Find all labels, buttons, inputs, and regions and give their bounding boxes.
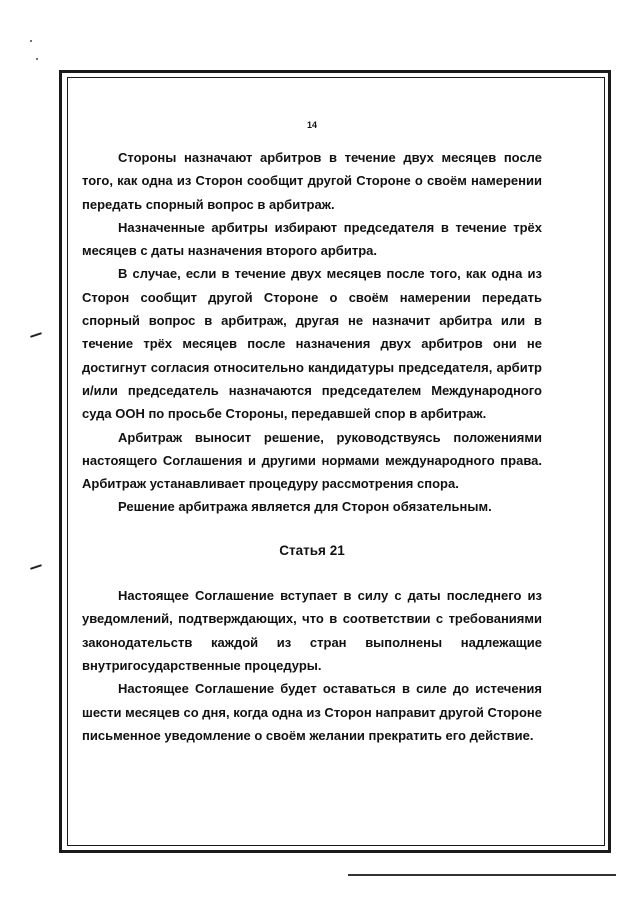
paragraph: Решение арбитража является для Сторон обязательным.: [118, 499, 492, 515]
scan-speck: [30, 40, 32, 42]
article-paragraph: Настоящее Соглашение вступает в силу с даты последнего из уведомлений, подтверждающих, что в соответствии с требованиями законодательств каждой из стран выполнены надлежащие внутригосударственные процедуры.: [82, 588, 542, 673]
paragraph: Арбитраж выносит решение, руководствуясь положениями настоящего Соглашения и другими нормами международного права. Арбитраж устанавливает процедуру рассмотрения спора.: [82, 429, 542, 492]
page-number: 14: [306, 120, 317, 130]
paragraph: В случае, если в течение двух месяцев после того, как одна из Сторон сообщит другой Стороне о своём намерении передать спорный вопрос в арбитраж, другая не назначит арбитра или в течение трёх месяцев после назначения двух арбитров они не достигнут согласия относительно кандидатуры председателя, арбитр и/или председатель назначаются председателем Международного суда ООН по просьбе Стороны, передавшей спор в арбитраж.: [82, 266, 542, 422]
scan-edge-line: [348, 874, 616, 876]
scan-speck: [36, 58, 38, 60]
paragraph: Назначенные арбитры избирают председателя в течение трёх месяцев с даты назначения второго арбитра.: [82, 219, 542, 259]
document-body: [82, 118, 542, 747]
binder-mark: [30, 332, 42, 338]
article-paragraph: Настоящее Соглашение будет оставаться в силе до истечения шести месяцев со дня, когда одна из Сторон направит другой Стороне письменное уведомление о своём желании прекратить его действие.: [82, 681, 542, 743]
paragraph: Стороны назначают арбитров в течение двух месяцев после того, как одна из Сторон сообщит другой Стороне о своём намерении передать спорный вопрос в арбитраж.: [82, 150, 542, 212]
binder-mark: [30, 564, 42, 570]
article-heading: Статья 21: [279, 542, 345, 558]
